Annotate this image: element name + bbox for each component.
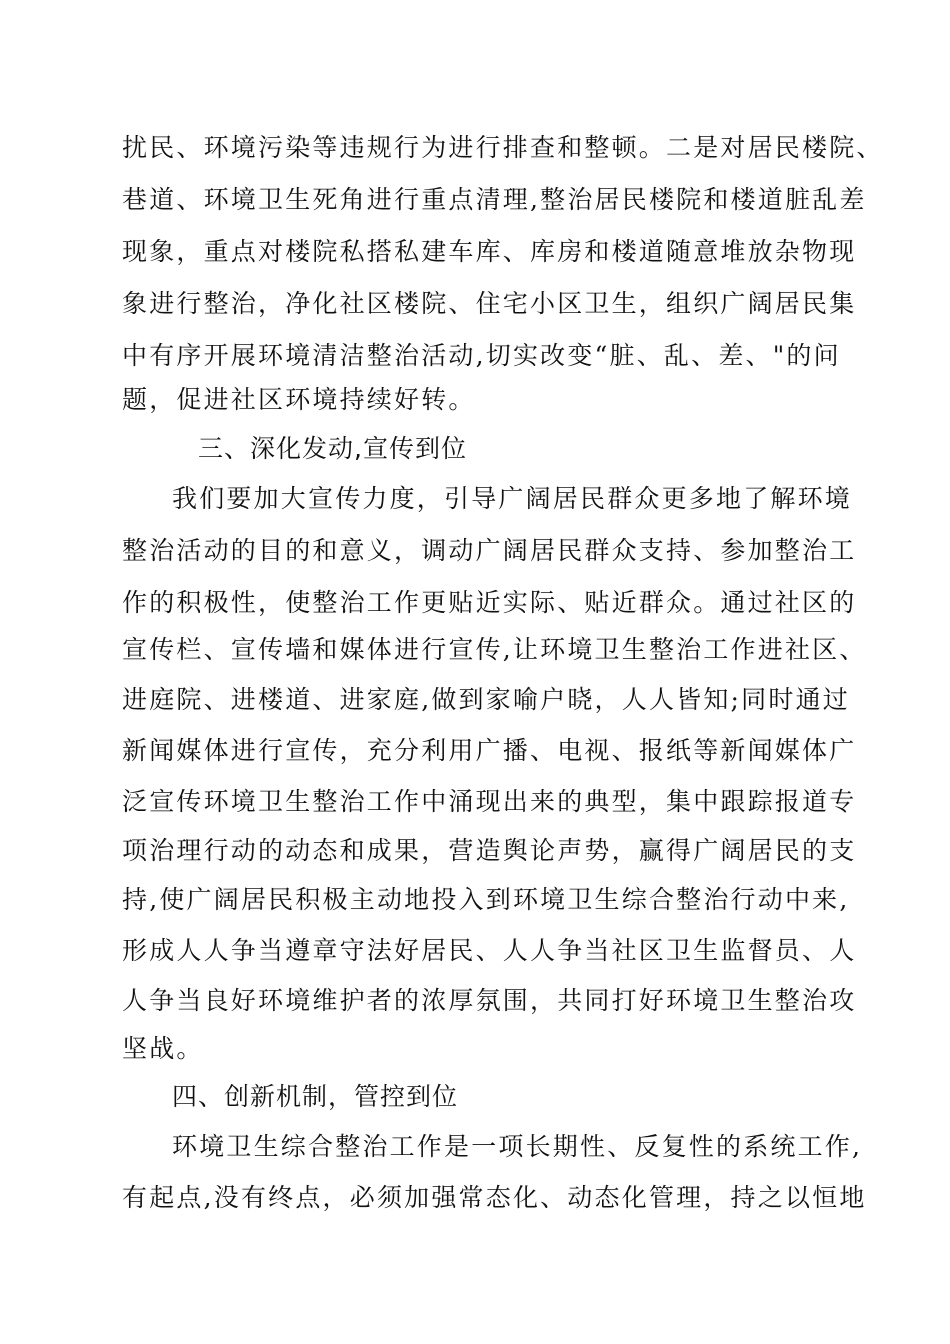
paragraph-line: 巷道、环境卫生死角进行重点清理,整治居民楼院和楼道脏乱差 xyxy=(122,185,867,214)
paragraph-line: 持,使广阔居民积极主动地投入到环境卫生综合整治行动中来, xyxy=(122,885,850,914)
paragraph-line: 坚战。 xyxy=(122,1034,204,1063)
paragraph-line: 项治理行动的动态和成果，营造舆论声势，赢得广阔居民的支 xyxy=(122,836,857,865)
paragraph-line: 现象，重点对楼院私搭私建车库、库房和楼道随意堆放杂物现 xyxy=(122,237,857,266)
paragraph-line: 有起点,没有终点，必须加强常态化、动态化管理，持之以恒地 xyxy=(122,1183,867,1212)
paragraph-line: 题，促进社区环境持续好转。 xyxy=(122,385,476,414)
paragraph-line: 宣传栏、宣传墙和媒体进行宣传,让环境卫生整治工作进社区、 xyxy=(122,635,867,664)
section-heading-3: 三、深化发动,宣传到位 xyxy=(198,434,467,463)
paragraph-line: 扰民、环境污染等违规行为进行排查和整顿。二是对居民楼院、 xyxy=(122,133,884,162)
paragraph-line: 新闻媒体进行宣传，充分利用广播、电视、报纸等新闻媒体广 xyxy=(122,736,857,765)
paragraph-line: 人争当良好环境维护者的浓厚氛围，共同打好环境卫生整治攻 xyxy=(122,986,857,1015)
paragraph-line: 整治活动的目的和意义，调动广阔居民群众支持、参加整治工 xyxy=(122,536,857,565)
paragraph-line: 作的积极性，使整治工作更贴近实际、贴近群众。通过社区的 xyxy=(122,588,857,617)
section-heading-4: 四、创新机制，管控到位 xyxy=(172,1082,459,1111)
paragraph-line: 形成人人争当遵章守法好居民、人人争当社区卫生监督员、人 xyxy=(122,936,857,965)
paragraph-line: 我们要加大宣传力度，引导广阔居民群众更多地了解环境 xyxy=(172,484,853,513)
paragraph-line: 象进行整治，净化社区楼院、住宅小区卫生，组织广阔居民集 xyxy=(122,289,857,318)
paragraph-line: 环境卫生综合整治工作是一项长期性、反复性的系统工作, xyxy=(172,1132,863,1161)
paragraph-line: 中有序开展环境清洁整治活动,切实改变“脏、乱、差、"的问 xyxy=(122,341,841,370)
paragraph-line: 进庭院、进楼道、进家庭,做到家喻户晓，人人皆知;同时通过 xyxy=(122,685,850,714)
paragraph-line: 泛宣传环境卫生整治工作中涌现出来的典型，集中跟踪报道专 xyxy=(122,787,857,816)
